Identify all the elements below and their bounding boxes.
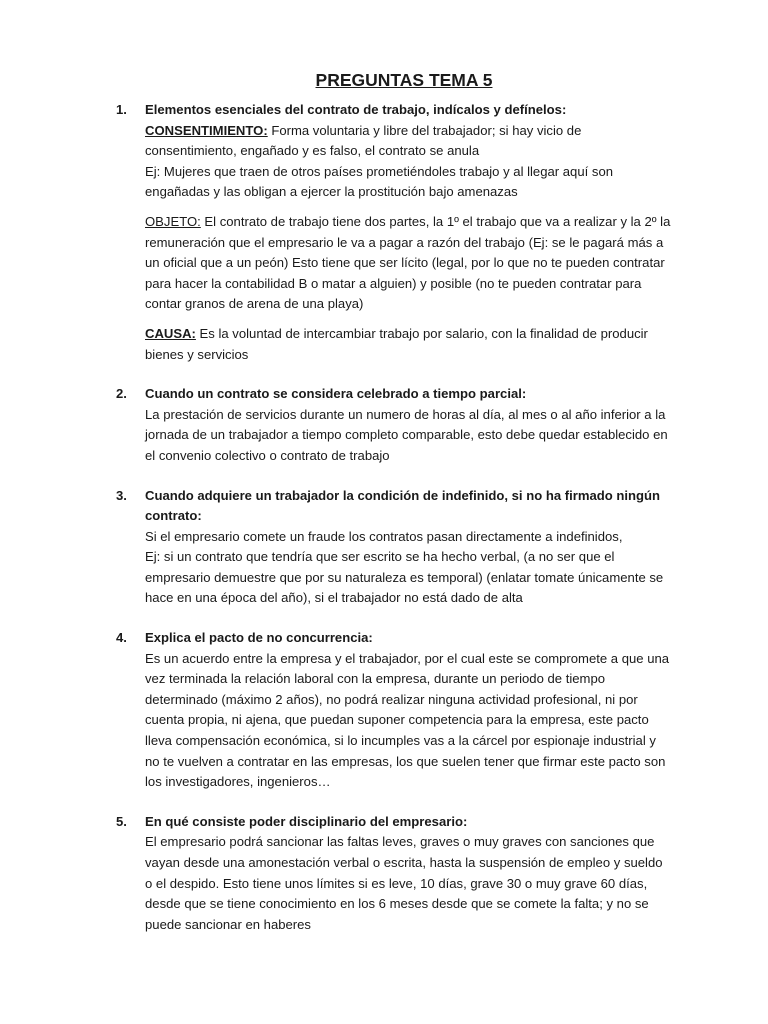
question-5 <box>116 812 672 936</box>
causa-text: Es la voluntad de intercambiar trabajo por salario, con la finalidad de producir bienes y servicios <box>145 325 648 362</box>
objeto-text: El contrato de trabajo tiene dos partes, la 1º el trabajo que va a realizar y la 2º la remuneración que el empresario le va a pagar a razón del trabajo (Ej: se le pagará más a un oficial que a un peón) Esto tiene que ser lícito (legal, por lo que no te pueden contratar para hacer la contabilidad B o matar a alguien) y posible (no te pueden contratar para contar granos de arena de una playa) <box>145 213 671 312</box>
consentimiento-example: Ej: Mujeres que traen de otros países prometiéndoles trabajo y al llegar aquí son engañadas y las obligan a ejercer la prostitución bajo amenazas <box>145 163 614 200</box>
causa-paragraph <box>145 324 672 365</box>
page-title: PREGUNTAS TEMA 5 <box>315 70 493 90</box>
causa-term: CAUSA: <box>145 325 196 341</box>
question-number: 5. <box>116 813 127 829</box>
question-title: Cuando un contrato se considera celebrado a tiempo parcial: <box>145 386 527 402</box>
consentimiento-term: CONSENTIMIENTO: <box>145 122 268 138</box>
objeto-paragraph <box>145 212 672 315</box>
consentimiento-paragraph <box>145 121 672 162</box>
question-title: En qué consiste poder disciplinario del empresario: <box>145 813 468 829</box>
question-number: 2. <box>116 386 127 402</box>
objeto-term: OBJETO: <box>145 213 201 229</box>
answer-text: Si el empresario comete un fraude los contratos pasan directamente a indefinidos, <box>145 528 623 544</box>
answer-text: Es un acuerdo entre la empresa y el trabajador, por el cual este se compromete a que una vez terminada la relación laboral con la empresa, durante un periodo de tiempo determinado (máximo 2 años), no podrá realizar ninguna actividad profesional, ni por cuenta propia, ni ajena, que puedan suponer competencia para la empresa, este pacto lleva compensación económica, si lo incumples vas a la cárcel por espionaje industrial y no te vuelven a contratar en las empresas, los que suelen tener que firmar este pacto son los investigadores, ingenieros… <box>145 650 670 790</box>
answer-example: Ej: si un contrato que tendría que ser escrito se ha hecho verbal, (a no ser que el empresario demuestre que por su naturaleza es temporal) (enlatar tomate únicamente se hace en una época del año), si el trabajador no está dado de alta <box>145 549 664 606</box>
question-1 <box>116 100 672 365</box>
question-title: Explica el pacto de no concurrencia: <box>145 630 373 646</box>
question-2 <box>116 384 672 466</box>
question-number: 4. <box>116 630 127 646</box>
question-title: Elementos esenciales del contrato de trabajo, indícalos y defínelos: <box>145 102 567 117</box>
question-3 <box>116 486 672 610</box>
questions-list <box>116 100 672 935</box>
question-title: Cuando adquiere un trabajador la condición de indefinido, si no ha firmado ningún contrato: <box>145 487 661 524</box>
question-4 <box>116 628 672 793</box>
answer-text: El empresario podrá sancionar las faltas leves, graves o muy graves con sanciones que vayan desde una amonestación verbal o escrita, hasta la suspensión de empleo y sueldo o el despido. Esto tiene unos límites si es leve, 10 días, grave 30 o muy grave 60 días, desde que se tiene conocimiento en los 6 meses desde que se comete la falta; y no se puede sancionar en haberes <box>145 834 663 932</box>
consentimiento-text: Forma voluntaria y libre del trabajador; si hay vicio de consentimiento, engañado y es falso, el contrato se anula <box>145 122 582 159</box>
question-number: 1. <box>116 102 127 117</box>
question-number: 3. <box>116 487 127 503</box>
answer-text: La prestación de servicios durante un numero de horas al día, al mes o al año inferior a la jornada de un trabajador a tiempo completo comparable, esto debe quedar establecido en el convenio colectivo o contrato de trabajo <box>145 406 668 463</box>
